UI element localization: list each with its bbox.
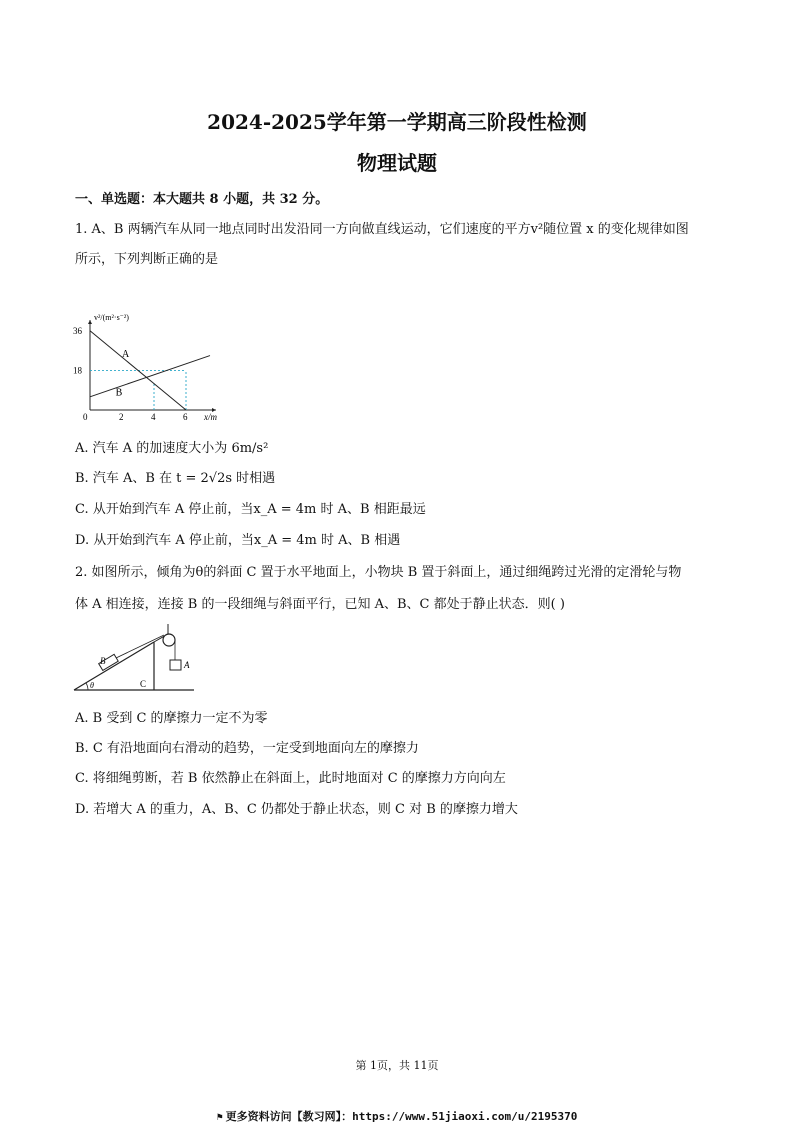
x-tick-label-3: 6: [183, 412, 188, 422]
pulley-icon: [163, 634, 175, 646]
q1-option-c: C. 从开始到汽车 A 停止前，当x_A = 4m 时 A、B 相距最远: [75, 502, 426, 517]
series-line-b: [90, 356, 210, 397]
y-axis-label: v²/(m²·s⁻²): [94, 313, 129, 322]
x-tick-label-0: 0: [83, 412, 88, 422]
exam-title: 2024-2025学年第一学期高三阶段性检测: [207, 110, 587, 134]
q2-stem-line2: 体 A 相连接，连接 B 的一段细绳与斜面平行，已知 A、B、C 都处于静止状态．则( ): [75, 597, 565, 612]
exam-subtitle: 物理试题: [357, 151, 437, 175]
q1-stem-line2: 所示，下列判断正确的是: [75, 252, 219, 267]
q2-option-a: A. B 受到 C 的摩擦力一定不为零: [75, 711, 268, 726]
chart-root: [73, 313, 217, 422]
page-number: 第 1页，共 11页: [355, 1059, 439, 1072]
y-axis-arrow: [88, 320, 92, 324]
label-b: B: [100, 656, 106, 666]
x-axis-label: x/m: [204, 412, 217, 422]
rope-incline: [116, 635, 164, 658]
q1-stem-line1: 1. A、B 两辆汽车从同一地点同时出发沿同一方向做直线运动，它们速度的平方v²随位置 x 的变化规律如图: [75, 222, 689, 237]
q2-stem-line1: 2. 如图所示，倾角为θ的斜面 C 置于水平地面上，小物块 B 置于斜面上，通过细绳跨过光滑的定滑轮与物: [75, 565, 682, 580]
label-theta: θ: [90, 681, 94, 690]
q2-option-b: B. C 有沿地面向右滑动的趋势，一定受到地面向左的摩擦力: [75, 741, 419, 756]
y-tick-label-1: 36: [73, 325, 82, 336]
label-a: A: [184, 660, 190, 670]
promo-link[interactable]: [0, 1108, 794, 1124]
q2-option-d: D. 若增大 A 的重力，A、B、C 仍都处于静止状态，则 C 对 B 的摩擦力增大: [75, 802, 518, 817]
block-a-icon: [170, 660, 181, 670]
promo-text: 更多资料访问【教习网】：https://www.51jiaoxi.com/u/2195370: [225, 1110, 578, 1123]
label-c: C: [140, 679, 147, 689]
flag-icon: ⚑: [216, 1112, 223, 1123]
series-label-a: A: [122, 349, 130, 361]
q1-option-a: A. 汽车 A 的加速度大小为 6m/s²: [75, 441, 269, 456]
q2-option-c: C. 将细绳剪断，若 B 依然静止在斜面上，此时地面对 C 的摩擦力方向向左: [75, 771, 506, 786]
x-tick-label-2: 4: [151, 412, 156, 422]
x-tick-label-1: 2: [119, 412, 124, 422]
q1-option-b: B. 汽车 A、B 在 t = 2√2s 时相遇: [75, 471, 276, 486]
v2-x-chart: [70, 302, 220, 427]
series-label-b: B: [115, 387, 123, 399]
incline-pulley-figure: [72, 620, 222, 695]
section-heading: 一、单选题：本大题共 8 小题，共 32 分。: [75, 192, 329, 207]
q1-option-d: D. 从开始到汽车 A 停止前，当x_A = 4m 时 A、B 相遇: [75, 533, 401, 548]
y-tick-label-0: 18: [73, 365, 82, 376]
angle-arc: [86, 683, 88, 690]
